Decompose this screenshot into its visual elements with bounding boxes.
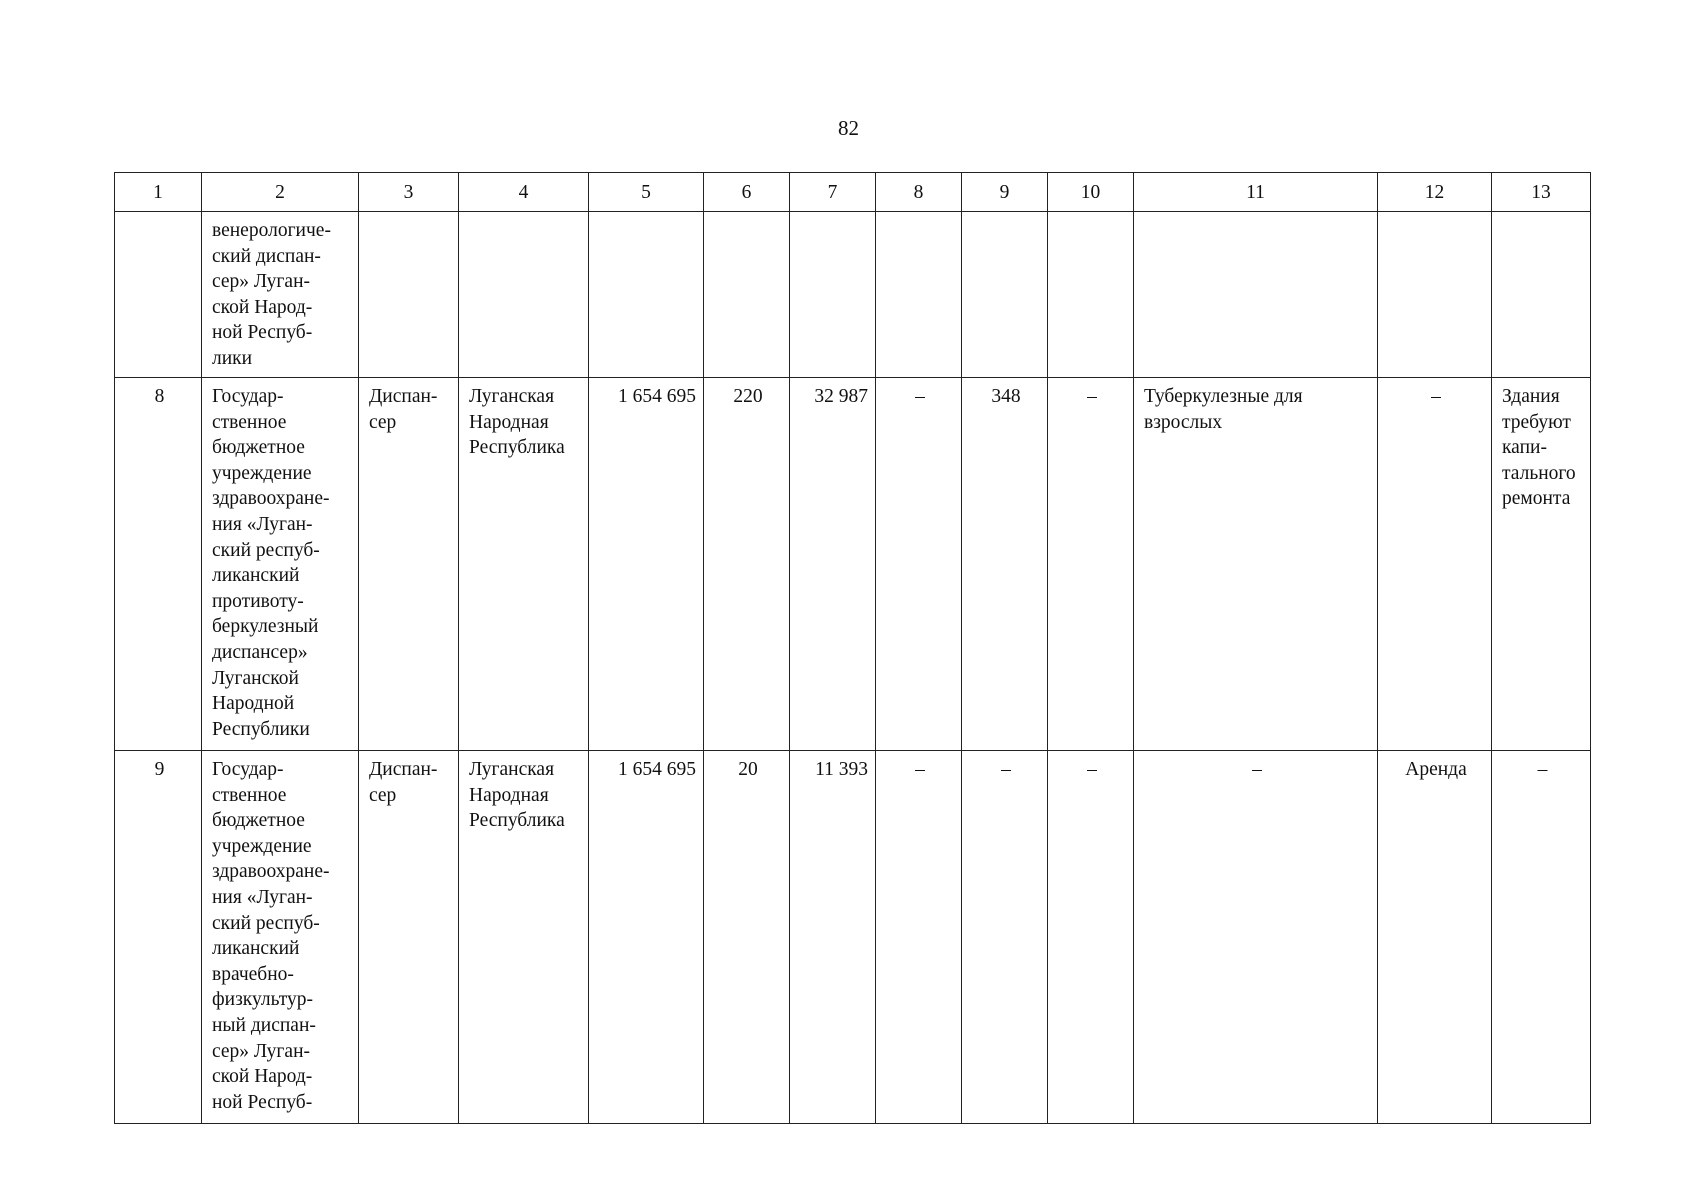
cell-text: [1144, 757, 1370, 783]
cell-line: ской Народ-: [212, 1066, 313, 1088]
cell-col-12: [1378, 212, 1492, 378]
cell-line: ский диспан-: [212, 245, 321, 267]
cell-col-9: –: [962, 751, 1048, 1124]
cell-line: Луганской: [212, 667, 299, 689]
cell-type: [359, 212, 459, 378]
cell-line: здравоохране-: [212, 861, 330, 883]
cell-line: ния «Луган-: [212, 513, 313, 535]
cell-line: требуют: [1502, 411, 1571, 433]
column-header: 12: [1378, 173, 1492, 212]
column-header: 8: [876, 173, 962, 212]
cell-col-8: [876, 212, 962, 378]
cell-line: бюджетное: [212, 437, 305, 459]
page-number: 82: [838, 116, 859, 140]
cell-number: 9: [115, 751, 202, 1124]
cell-col-10: –: [1048, 751, 1134, 1124]
cell-text: [369, 384, 451, 435]
cell-line: бюджетное: [212, 810, 305, 832]
cell-line: Луганская: [469, 759, 555, 780]
cell-line: ния «Луган-: [212, 886, 313, 908]
cell-line: тального: [1502, 462, 1576, 484]
cell-col-5: 1 654 695: [589, 378, 704, 751]
cell-line: ственное: [212, 784, 287, 806]
cell-col-5: 1 654 695: [589, 751, 704, 1124]
cell-line: ский респуб-: [212, 912, 320, 934]
cell-line: сер» Луган-: [212, 1040, 310, 1062]
cell-col-6: 220: [704, 378, 790, 751]
cell-col-12: Аренда: [1378, 751, 1492, 1124]
cell-line: Государ-: [212, 759, 284, 780]
cell-col-9: [962, 212, 1048, 378]
cell-col-6: [704, 212, 790, 378]
cell-line: взрослых: [1144, 411, 1223, 433]
cell-institution: [202, 212, 359, 378]
cell-institution: [202, 751, 359, 1124]
cell-text: [212, 218, 351, 372]
cell-type: [359, 751, 459, 1124]
cell-line: Диспан-: [369, 386, 438, 407]
cell-number: 8: [115, 378, 202, 751]
cell-line: врачебно-: [212, 963, 294, 985]
column-header: 1: [115, 173, 202, 212]
cell-line: Республика: [469, 810, 565, 832]
cell-text: [469, 757, 581, 834]
cell-col-12: –: [1378, 378, 1492, 751]
cell-col-8: –: [876, 751, 962, 1124]
column-header: 10: [1048, 173, 1134, 212]
cell-col-7: 11 393: [790, 751, 876, 1124]
cell-text: [212, 757, 351, 1115]
cell-col-10: –: [1048, 378, 1134, 751]
cell-col-7: 32 987: [790, 378, 876, 751]
cell-note: [1492, 378, 1591, 751]
cell-col-9: 348: [962, 378, 1048, 751]
cell-line: –: [1537, 759, 1548, 780]
cell-region: [459, 212, 589, 378]
cell-number: [115, 212, 202, 378]
cell-line: венерологиче-: [212, 220, 331, 241]
cell-text: [1502, 757, 1583, 783]
cell-line: ский респуб-: [212, 539, 320, 561]
table-row: [115, 751, 1591, 1124]
cell-col-7: [790, 212, 876, 378]
column-header: 2: [202, 173, 359, 212]
cell-line: ный диспан-: [212, 1014, 316, 1036]
cell-line: ской Народ-: [212, 296, 313, 318]
cell-line: сер: [369, 411, 397, 433]
cell-line: Государ-: [212, 386, 284, 407]
cell-line: Диспан-: [369, 759, 438, 780]
data-table: [114, 172, 1591, 1124]
column-header: 13: [1492, 173, 1591, 212]
cell-col-5: [589, 212, 704, 378]
cell-line: капи-: [1502, 437, 1547, 459]
cell-col-8: –: [876, 378, 962, 751]
cell-line: Туберкулезные для: [1144, 386, 1303, 407]
column-header: 7: [790, 173, 876, 212]
cell-note: [1492, 212, 1591, 378]
cell-line: Народной: [212, 693, 295, 715]
cell-line: противоту-: [212, 590, 304, 612]
cell-line: ликанский: [212, 565, 300, 587]
cell-line: Республики: [212, 718, 310, 740]
cell-profile: [1134, 751, 1378, 1124]
cell-line: ной Респуб-: [212, 322, 313, 344]
cell-line: Луганская: [469, 386, 555, 407]
cell-text: [1144, 384, 1370, 435]
cell-line: учреждение: [212, 462, 312, 484]
cell-line: Народная: [469, 411, 549, 433]
cell-text: [1502, 384, 1583, 512]
cell-region: [459, 378, 589, 751]
cell-text: [369, 757, 451, 808]
cell-line: лики: [212, 347, 253, 369]
cell-note: [1492, 751, 1591, 1124]
cell-line: Республика: [469, 437, 565, 459]
column-header: 4: [459, 173, 589, 212]
cell-line: сер: [369, 784, 397, 806]
cell-line: учреждение: [212, 835, 312, 857]
column-header: 9: [962, 173, 1048, 212]
cell-text: [469, 384, 581, 461]
cell-line: –: [1252, 759, 1262, 780]
cell-line: Народная: [469, 784, 549, 806]
table-row: [115, 212, 1591, 378]
column-header: 3: [359, 173, 459, 212]
cell-line: ственное: [212, 411, 287, 433]
cell-line: здравоохране-: [212, 488, 330, 510]
cell-profile: [1134, 378, 1378, 751]
column-header: 6: [704, 173, 790, 212]
cell-col-6: 20: [704, 751, 790, 1124]
cell-line: ной Респуб-: [212, 1091, 313, 1113]
cell-profile: [1134, 212, 1378, 378]
cell-line: ремонта: [1502, 488, 1571, 510]
cell-line: физкультур-: [212, 989, 314, 1011]
cell-col-10: [1048, 212, 1134, 378]
cell-line: беркулезный: [212, 616, 319, 638]
cell-type: [359, 378, 459, 751]
cell-line: ликанский: [212, 938, 300, 960]
column-header: 11: [1134, 173, 1378, 212]
cell-text: [212, 384, 351, 742]
cell-line: Здания: [1502, 386, 1560, 407]
cell-institution: [202, 378, 359, 751]
cell-line: сер» Луган-: [212, 271, 310, 293]
table-row: [115, 378, 1591, 751]
table-header-row: [115, 173, 1591, 212]
cell-line: диспансер»: [212, 641, 308, 663]
cell-region: [459, 751, 589, 1124]
column-header: 5: [589, 173, 704, 212]
